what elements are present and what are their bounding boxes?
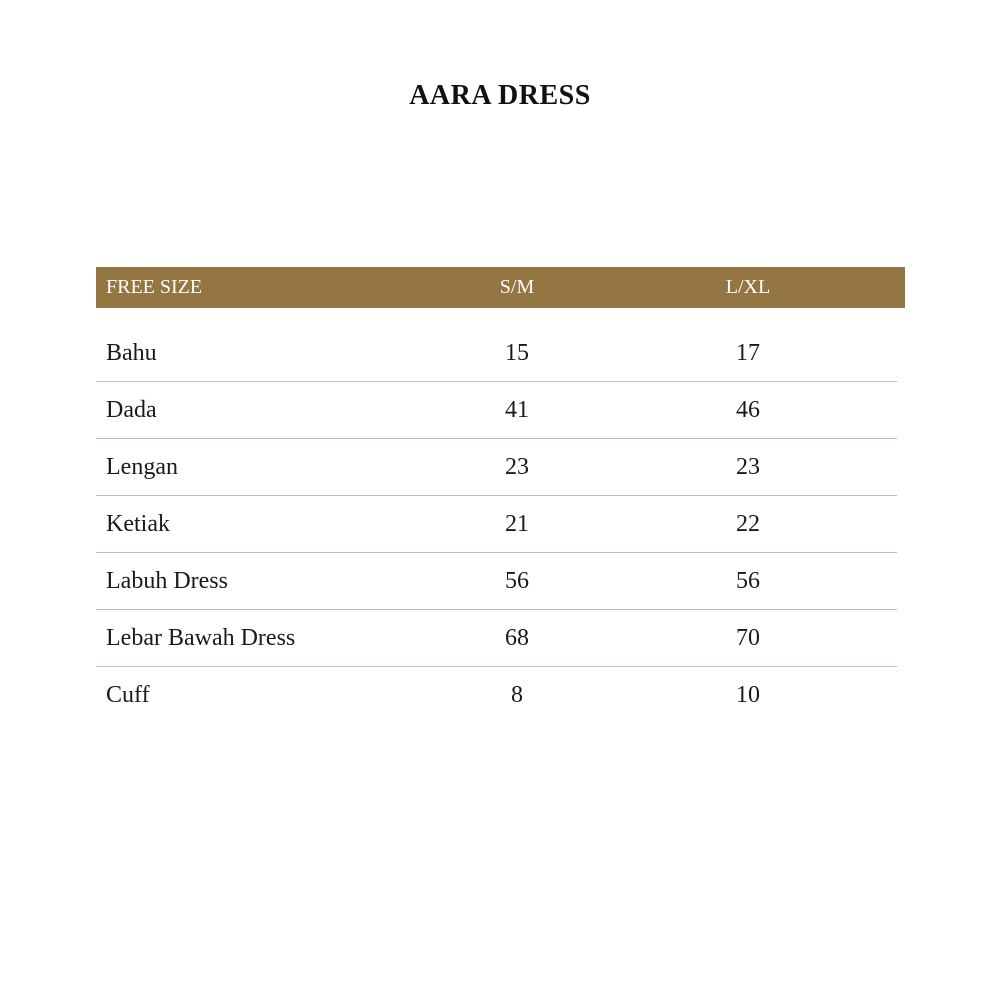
row-value-lxl: 23 [736,453,760,480]
page-title: AARA DRESS [409,80,591,111]
row-label: Bahu [106,339,157,366]
table-header [96,267,905,308]
row-label: Labuh Dress [106,567,228,594]
header-free-size: FREE SIZE [106,276,203,298]
table-body [96,325,897,723]
row-label: Cuff [106,681,150,708]
row-value-sm: 15 [505,339,529,366]
row-value-lxl: 10 [736,681,760,708]
row-value-lxl: 56 [736,567,760,594]
row-value-lxl: 46 [736,396,760,423]
row-value-sm: 8 [511,681,523,708]
row-value-sm: 68 [505,624,529,651]
row-label: Ketiak [106,510,170,537]
row-value-sm: 56 [505,567,529,594]
header-sm: S/M [499,276,535,298]
row-value-sm: 23 [505,453,529,480]
table-row [96,610,897,667]
row-label: Lengan [106,453,178,480]
table-row [96,439,897,496]
table-row [96,382,897,439]
row-label: Dada [106,396,157,423]
table-row [96,553,897,610]
row-value-lxl: 70 [736,624,760,651]
header-lxl: L/XL [725,276,771,298]
table-row [96,667,897,723]
table-row [96,325,897,382]
row-value-lxl: 22 [736,510,760,537]
row-value-lxl: 17 [736,339,760,366]
row-value-sm: 21 [505,510,529,537]
size-chart-table [96,267,905,723]
row-label: Lebar Bawah Dress [106,624,296,651]
table-row [96,496,897,553]
row-value-sm: 41 [505,396,529,423]
